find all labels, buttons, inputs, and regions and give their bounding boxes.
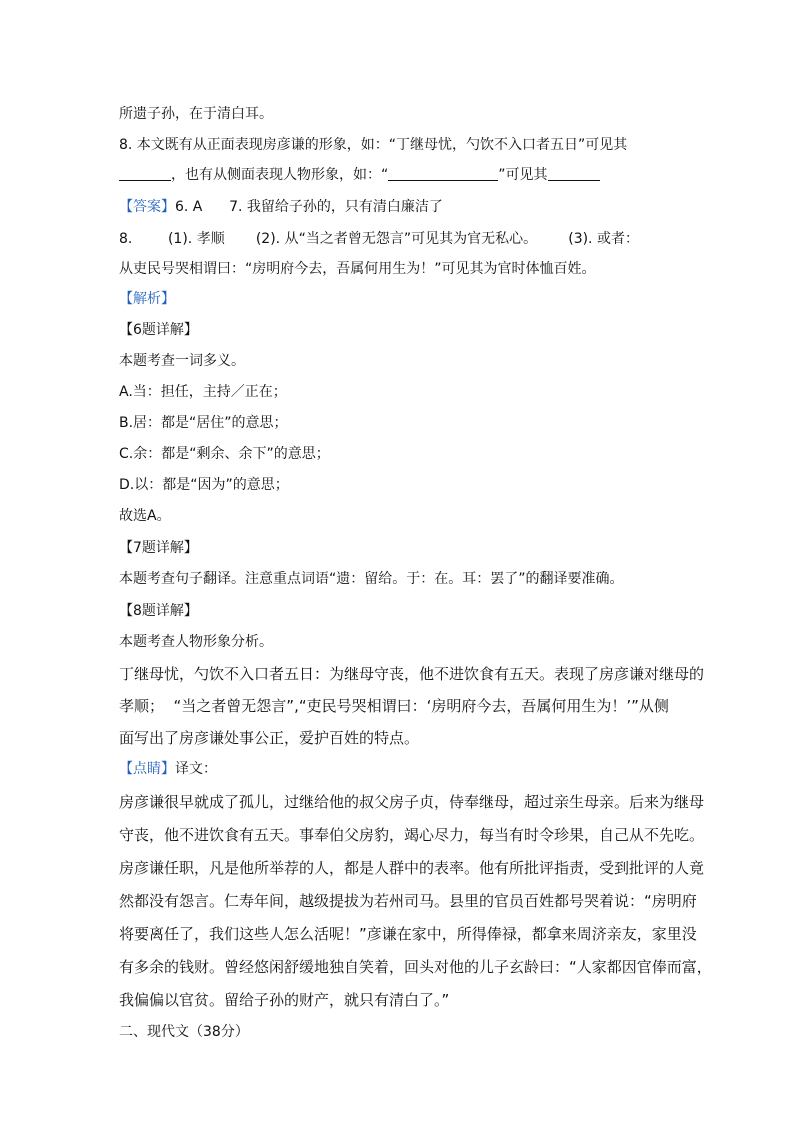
text-line: 本题考查句子翻译。注意重点词语“遗：留给。于：在。耳：罢了”的翻译要准确。 <box>119 571 624 587</box>
translation-line: 房彦谦任职，凡是他所举荐的人，都是人群中的表率。他有所批评指责，受到批评的人竟 <box>119 859 705 877</box>
option-b: B.居：都是“居住”的意思； <box>119 415 288 431</box>
note-tag: 【点睛】 <box>119 761 175 777</box>
text-line: 面写出了房彦谦处事公正，爱护百姓的特点。 <box>119 729 420 747</box>
text-line: 故选A。 <box>119 508 171 524</box>
answer-tag: 【答案】 <box>119 199 175 215</box>
answer-8-cont: 从吏民号哭相谓曰：“房明府今去，吾属何用生为！”可见其为官时体恤百姓。 <box>119 261 596 277</box>
note-line: 【点睛】译文： <box>119 761 217 777</box>
answer-line: 【答案】6. A 7. 我留给子孙的，只有清白廉洁了 <box>119 199 443 215</box>
text-line: 丁继母忧，勺饮不入口者五日：为继母守丧，他不进饮食有五天。表现了房彦谦对继母的 <box>119 665 705 683</box>
question-8: 8. 本文既有从正面表现房彦谦的形象，如：“丁继母忧，勺饮不入口者五日”可见其 <box>119 137 628 153</box>
answer-blank <box>548 166 600 181</box>
q6-heading: 【6题详解】 <box>119 322 198 338</box>
translation-line: 我偏偏以官贫。留给子孙的财产，就只有清白了。” <box>119 991 450 1009</box>
translation-line: 将要离任了，我们这些人怎么活呢！”彦谦在家中，所得俸禄，都拿来周济亲友，家里没 <box>119 925 697 943</box>
answer-8: 8. (1). 孝顺 (2). 从“当之者曾无怨言”可见其为官无私心。 (3). 或者： <box>119 231 639 247</box>
translation-line: 然都没有怨言。仁寿年间，越级提拔为若州司马。县里的官员百姓都号哭着说：“房明府 <box>119 892 697 910</box>
text-line: 本题考查人物形象分析。 <box>119 634 273 650</box>
text-line: 所遗子孙，在于清白耳。 <box>119 106 273 122</box>
q7-heading: 【7题详解】 <box>119 540 198 556</box>
translation-line: 房彦谦很早就成了孤儿，过继给他的叔父房子贞，侍奉继母，超过亲生母亲。后来为继母 <box>119 793 705 811</box>
answer-blank <box>388 166 498 181</box>
section-heading: 二、现代文（38分） <box>119 1024 249 1040</box>
translation-line: 有多余的钱财。曾经悠闲舒缓地独自笑着，回头对他的儿子玄龄曰：“人家都因官俸而富， <box>119 958 712 976</box>
option-c: C.余：都是“剩余、余下”的意思； <box>119 446 330 462</box>
translation-line: 守丧，他不进饮食有五天。事奉伯父房豹，竭心尽力，每当有时令珍果，自己从不先吃。 <box>119 826 705 844</box>
analysis-tag: 【解析】 <box>119 291 175 307</box>
q8-heading: 【8题详解】 <box>119 603 198 619</box>
option-a: A.当：担任，主持／正在； <box>119 384 287 400</box>
answer-blank <box>119 166 171 181</box>
text-line: 孝顺； “当之者曾无怨言”,“吏民号哭相谓曰：‘房明府今去，吾属何用生为！’”从侧 <box>119 697 669 715</box>
option-d: D.以：都是“因为”的意思； <box>119 477 289 493</box>
question-8-cont: ，也有从侧面表现人物形象，如：“ ”可见其 <box>119 165 600 185</box>
text-line: 本题考查一词多义。 <box>119 353 245 369</box>
